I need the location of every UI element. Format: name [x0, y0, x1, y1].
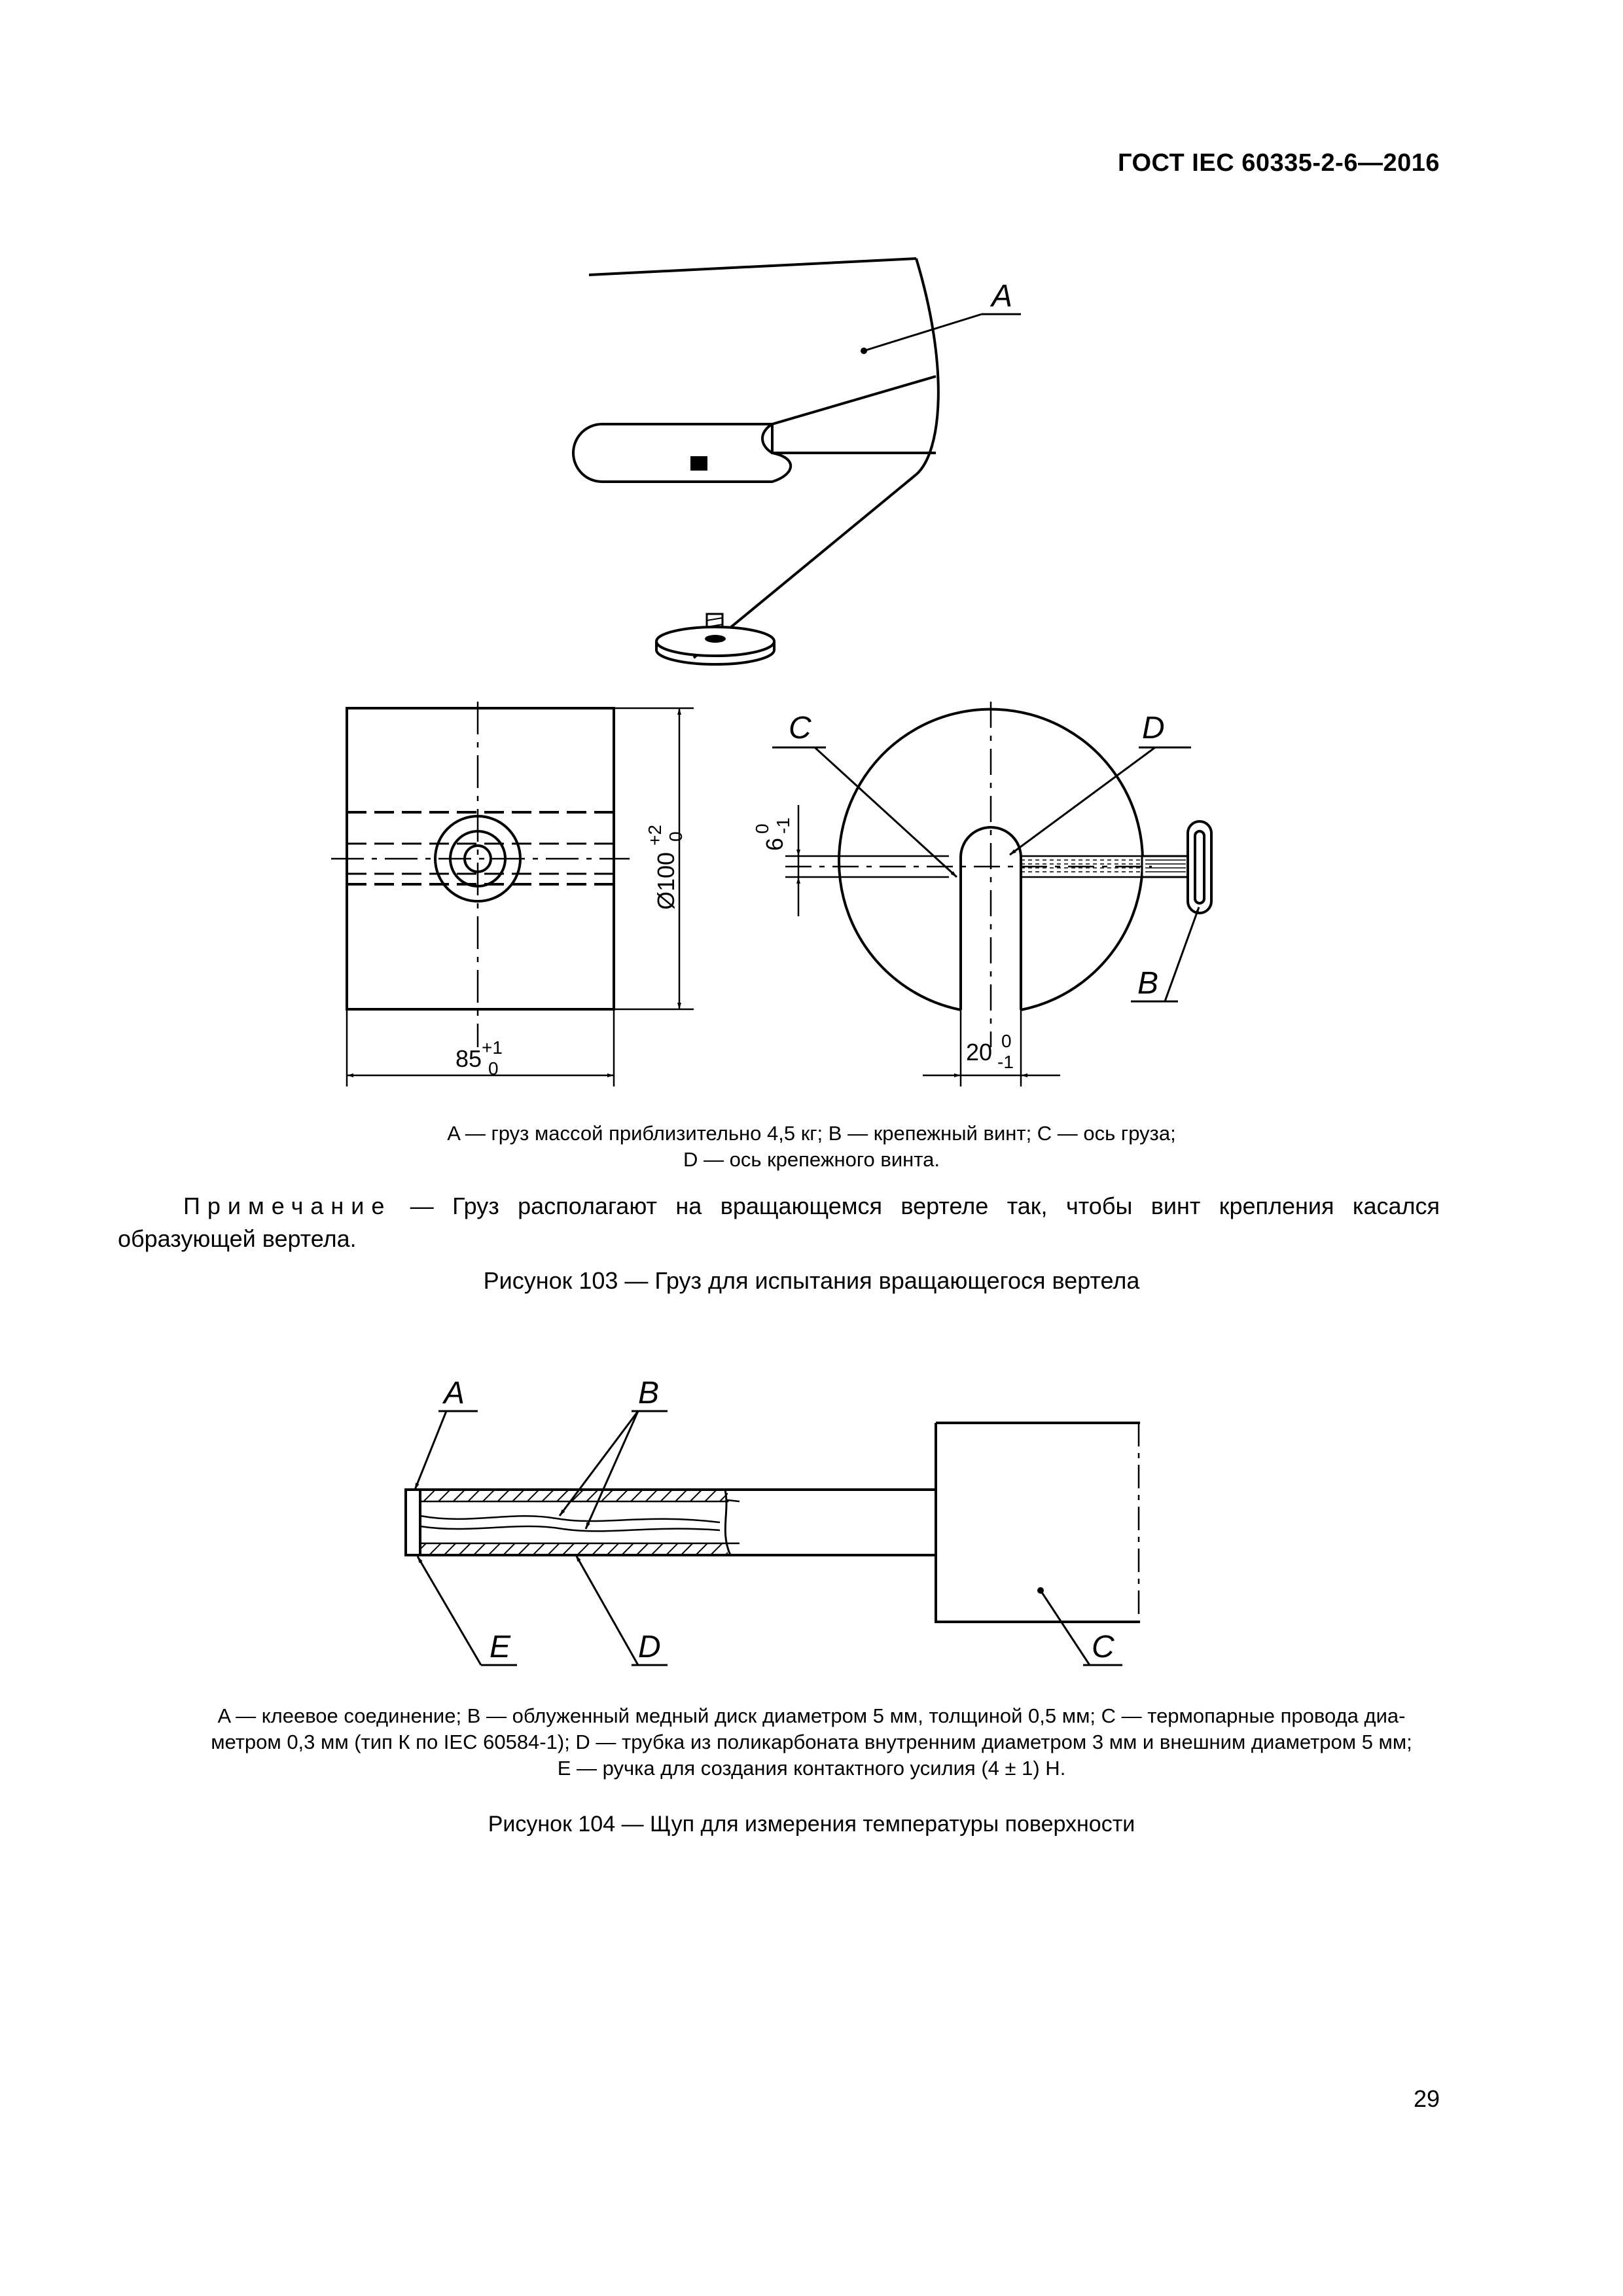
label-a-fig104: A — [444, 1376, 465, 1410]
label-e-fig104: E — [490, 1630, 511, 1664]
svg-text:0: 0 — [752, 823, 772, 834]
isometric-weight-view — [573, 259, 938, 664]
document-header: ГОСТ IEC 60335-2-6—2016 — [1117, 149, 1440, 177]
label-a-fig103: A — [991, 279, 1013, 314]
figure-103-key-line-2: D — ось крепежного винта. — [683, 1148, 940, 1171]
figure-103-drawing — [0, 0, 1623, 1113]
label-b-fig104: B — [638, 1376, 660, 1410]
figure-104-key-line-1: A — клеевое соединение; B — облуженный медный диск диаметром 5 мм, толщиной 0,5 мм; C — термопарные провода диа- — [217, 1704, 1406, 1727]
page-number: 29 — [1413, 2085, 1440, 2112]
svg-text:20: 20 — [966, 1039, 993, 1066]
figure-103-title: Рисунок 103 — Груз для испытания вращающегося вертела — [483, 1267, 1140, 1294]
label-d-fig103: D — [1142, 711, 1165, 745]
svg-text:0: 0 — [666, 831, 686, 842]
note-text: — Груз располагают на вращающемся вертеле так, чтобы винт крепления касался образующей вертела. — [118, 1193, 1440, 1252]
figure-103-key — [275, 1121, 1348, 1173]
label-c-fig104: C — [1092, 1630, 1115, 1664]
svg-text:6: 6 — [761, 837, 788, 851]
figure-104-key — [118, 1703, 1505, 1782]
figure-104-title: Рисунок 104 — Щуп для измерения температуры поверхности — [488, 1812, 1135, 1837]
figure-104-key-line-2: метром 0,3 мм (тип К по IEC 60584-1); D — трубка из поликарбоната внутренним диаметром 3 мм и внешним диаметром 5 мм; — [211, 1731, 1412, 1753]
figure-103-key-line-1: A — груз массой приблизительно 4,5 кг; B — крепежный винт; C — ось груза; — [447, 1122, 1176, 1145]
svg-text:+2: +2 — [645, 825, 665, 846]
side-view-dimensions — [347, 708, 694, 1086]
svg-text:85: 85 — [455, 1045, 482, 1072]
leader-a-fig103 — [864, 314, 982, 351]
slot-dimension-label — [752, 817, 793, 851]
svg-text:0: 0 — [1001, 1031, 1012, 1051]
figure-103-note — [118, 1190, 1440, 1255]
front-view-leaders — [772, 747, 1199, 1001]
svg-text:Ø100: Ø100 — [652, 852, 679, 910]
label-c-fig103: C — [789, 711, 812, 745]
width-dimension-label — [455, 1037, 503, 1079]
side-view — [331, 702, 630, 1047]
probe-body — [406, 1423, 1140, 1622]
note-label: Примечание — [183, 1193, 392, 1219]
svg-text:-1: -1 — [997, 1052, 1014, 1072]
label-b-fig103: B — [1137, 966, 1159, 1001]
svg-text:0: 0 — [488, 1058, 499, 1079]
figure-104-drawing — [0, 1361, 1623, 1702]
svg-text:-1: -1 — [773, 817, 793, 834]
slot-width-dimension-label — [966, 1031, 1014, 1072]
figure-104-key-line-3: E — ручка для создания контактного усилия (4 ± 1) Н. — [557, 1757, 1066, 1780]
label-d-fig104: D — [638, 1630, 661, 1664]
svg-text:+1: +1 — [482, 1037, 503, 1058]
probe-leaders — [415, 1411, 1122, 1665]
